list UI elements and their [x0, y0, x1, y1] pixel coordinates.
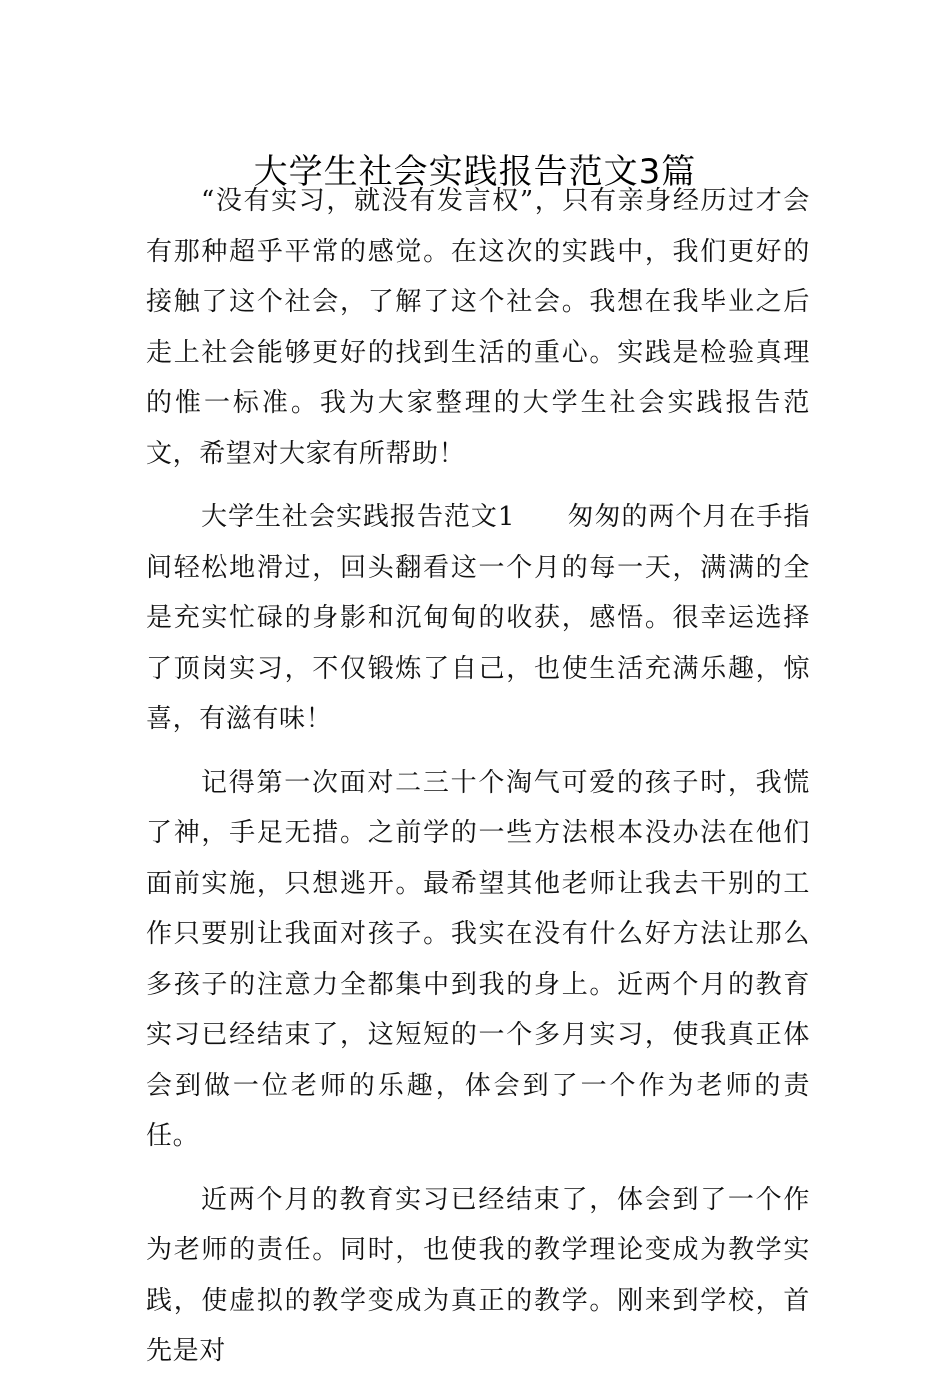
body-paragraph — [146, 758, 810, 1162]
document-body — [146, 176, 810, 1390]
paragraph-text: 记得第一次面对二三十个淘气可爱的孩子时，我慌了神，手足无措。之前学的一些方法根本没办法在他们面前实施，只想逃开。最希望其他老师让我去干别的工作只要别让我面对孩子。我实在没有什么好方法让那么多孩子的注意力全都集中到我的身上。近两个月的教育实习已经结束了，这短短的一个多月实习，使我真正体会到做一位老师的乐趣，体会到了一个作为老师的责任。 — [146, 767, 810, 1151]
section-1-paragraph — [146, 492, 810, 745]
document-title: 大学生社会实践报告范文3篇 — [253, 151, 697, 192]
paragraph-text: 匆匆的两个月在手指间轻松地滑过，回头翻看这一个月的每一天，满满的全是充实忙碌的身影和沉甸甸的收获，感悟。很幸运选择了顶岗实习，不仅锻炼了自己，也使生活充满乐趣，惊喜，有滋有味！ — [146, 502, 810, 734]
section-heading: 大学生社会实践报告范文1 — [201, 502, 516, 532]
body-paragraph — [146, 1175, 810, 1377]
paragraph-text: 近两个月的教育实习已经结束了，体会到了一个作为老师的责任。同时，也使我的教学理论变成为教学实践，使虚拟的教学变成为真正的教学。刚来到学校，首先是对 — [146, 1184, 810, 1366]
paragraph-text: “没有实习，就没有发言权”，只有亲身经历过才会有那种超乎平常的感觉。在这次的实践中，我们更好的接触了这个社会，了解了这个社会。我想在我毕业之后走上社会能够更好的找到生活的重心。实践是检验真理的惟一标准。我为大家整理的大学生社会实践报告范文，希望对大家有所帮助！ — [146, 186, 810, 469]
intro-paragraph — [146, 176, 810, 479]
